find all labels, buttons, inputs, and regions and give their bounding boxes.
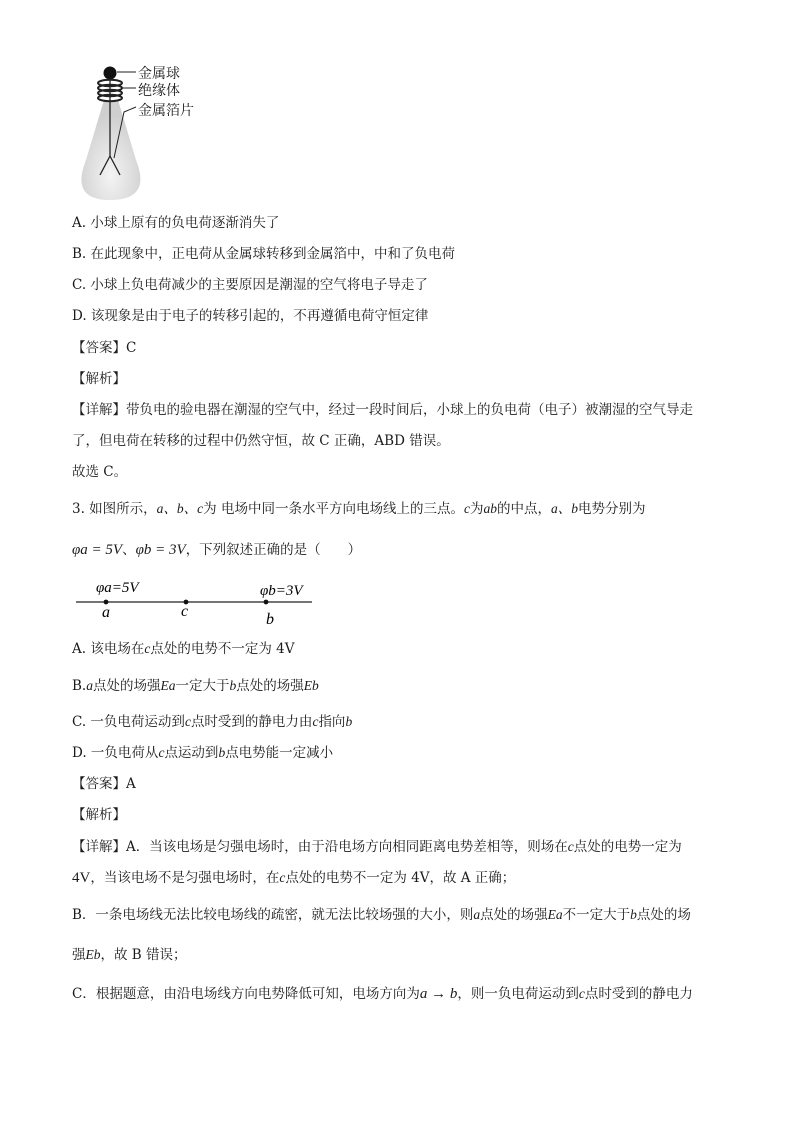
q3-stem-line2: φa = 5V、φb = 3V，下列叙述正确的是（ ） (72, 542, 362, 558)
q2-analysis-tag: 【解析】 (72, 371, 126, 387)
q3-analysis-tag: 【解析】 (72, 807, 126, 823)
q3-detail-line5: C．根据题意，由沿电场线方向电势降低可知，电场方向为a → b，则一负电荷运动到c点时受到的静电力 (72, 986, 693, 1002)
q2-answer (72, 339, 136, 357)
point-b-dot (264, 600, 269, 605)
field-line-drawing (70, 572, 320, 627)
q3-option-d: D. 一负电荷从c点运动到b点电势能一定减小 (72, 745, 334, 761)
q3-option-a: A. 该电场在c点处的电势不一定为 4V (72, 641, 295, 657)
label-metal-ball: 金属球 (138, 66, 180, 82)
answer-value: A (126, 776, 136, 792)
point-a-label: a (102, 604, 110, 621)
q3-option-b: B.a点处的场强Ea一定大于b点处的场强Eb (72, 678, 319, 694)
detail-tag: 【详解】 (72, 402, 126, 418)
q2-option-a: A. 小球上原有的负电荷逐渐消失了 (72, 215, 280, 231)
q2-option-b: B. 在此现象中，正电荷从金属球转移到金属箔中，中和了负电荷 (72, 246, 456, 262)
detail-tag: 【详解】 (72, 839, 126, 855)
glass-bulb (81, 100, 140, 200)
q2-option-c: C. 小球上负电荷减少的主要原因是潮湿的空气将电子导走了 (72, 277, 428, 293)
answer-tag: 【答案】 (72, 340, 126, 356)
q3-detail-line2: 4V，当该电场不是匀强电场时，在c点处的电势不一定为 4V，故 A 正确； (72, 870, 516, 886)
answer-tag: 【答案】 (72, 776, 126, 792)
answer-value: C (126, 340, 137, 356)
phi-b-label: φb=3V (260, 583, 303, 599)
q3-detail-line1: 【详解】A．当该电场是匀强电场时，由于沿电场方向相同距离电势差相等，则场在c点处的电势一定为 (72, 839, 682, 855)
q3-detail-line3: B．一条电场线无法比较电场线的疏密，就无法比较场强的大小，则a点处的场强Ea不一定大于b点处的场 (72, 907, 691, 923)
point-c-label: c (181, 603, 189, 620)
label-metal-foil: 金属箔片 (138, 103, 194, 119)
field-line-figure (70, 572, 320, 627)
phi-a-label: φa=5V (96, 580, 139, 596)
q3-detail-line4: 强Eb，故 B 错误； (72, 947, 187, 963)
q3-option-c: C. 一负电荷运动到c点时受到的静电力由c指向b (72, 714, 353, 730)
metal-ball (104, 67, 117, 80)
q3-stem-line1: 3. 如图所示，a、b、c为 电场中同一条水平方向电场线上的三点。c为ab的中点，a、b电势分别为 (72, 501, 646, 517)
q2-conclusion: 故选 C。 (72, 464, 128, 480)
q3-answer (72, 775, 136, 793)
electroscope-figure (60, 60, 220, 210)
q2-detail-line1: 【详解】带负电的验电器在潮湿的空气中，经过一段时间后，小球上的负电荷（电子）被潮湿的空气导走 (72, 402, 693, 418)
point-b-label: b (266, 611, 274, 627)
q2-option-d: D. 该现象是由于电子的转移引起的，不再遵循电荷守恒定律 (72, 308, 429, 324)
q2-detail-line2: 了，但电荷在转移的过程中仍然守恒，故 C 正确，ABD 错误。 (72, 433, 450, 449)
label-insulator: 绝缘体 (138, 83, 180, 99)
